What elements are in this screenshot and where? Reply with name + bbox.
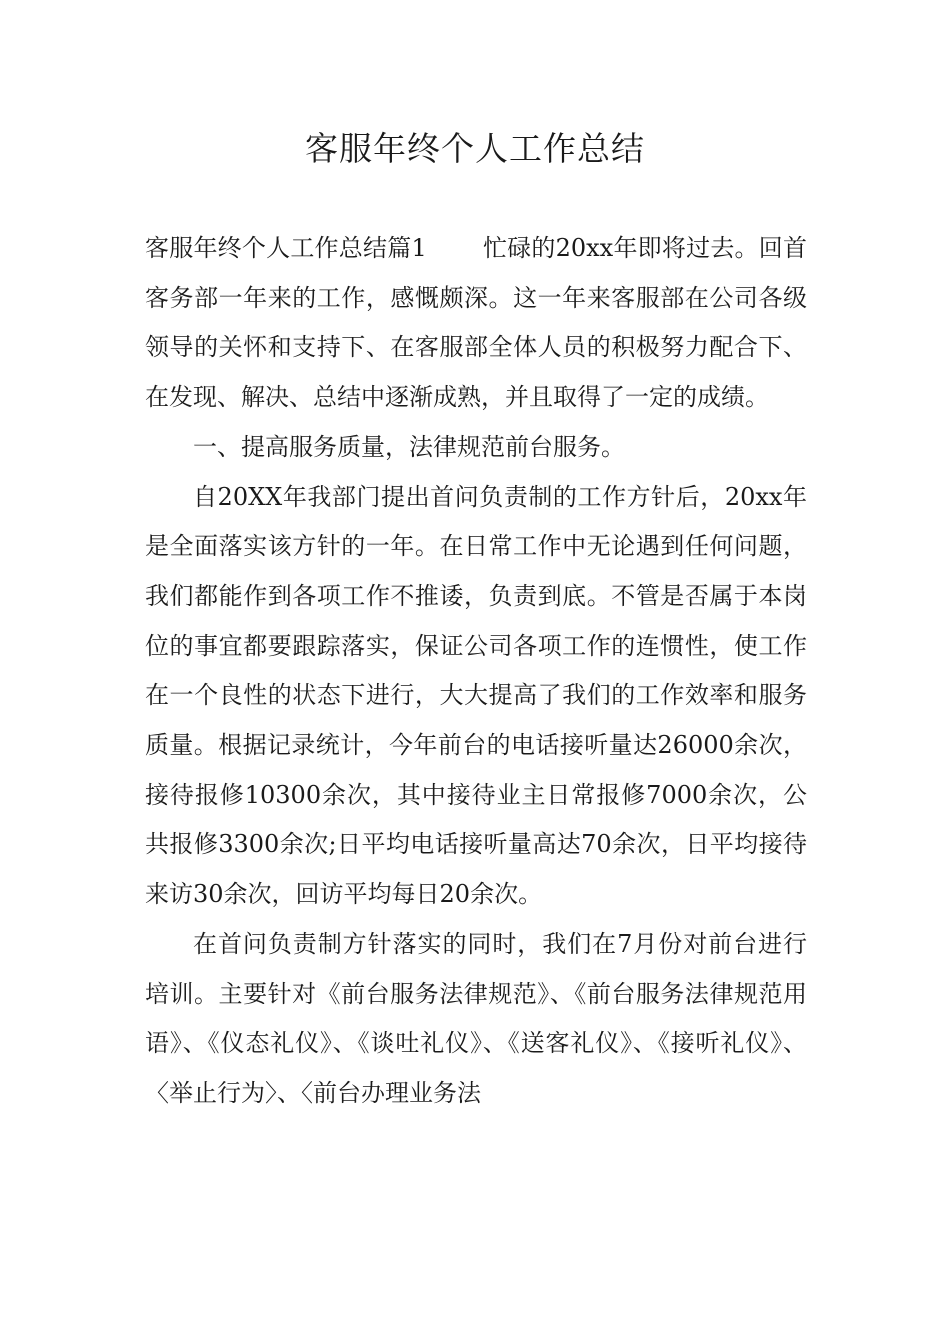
document-title: 客服年终个人工作总结: [305, 129, 645, 168]
intro-heading: 客服年终个人工作总结篇1: [145, 234, 427, 262]
paragraph-1: 自20XX年我部门提出首问负责制的工作方针后，20xx年是全面落实该方针的一年。在日常工作中无论遇到任何问题，我们都能作到各项工作不推诿，负责到底。不管是否属于本岗位的事宜都要跟踪落实，保证公司各项工作的连惯性，使工作在一个良性的状态下进行，大大提高了我们的工作效率和服务质量。根据记录统计，今年前台的电话接听量达26000余次，接待报修10300余次，其中接待业主日常报修7000余次，公共报修3300余次;日平均电话接听量高达70余次，日平均接待来访30余次，回访平均每日20余次。: [145, 482, 807, 909]
section-1-heading: 一、提高服务质量，法律规范前台服务。: [193, 432, 625, 461]
document-body: [145, 224, 807, 1119]
intro-text: 忙碌的20xx年即将过去。回首客务部一年来的工作，感慨颇深。这一年来客服部在公司各级领导的关怀和支持下、在客服部全体人员的积极努力配合下、在发现、解决、总结中逐渐成熟，并且取得了一定的成绩。: [145, 234, 807, 412]
intro-paragraph: [145, 224, 807, 423]
paragraph-2: 在首问负责制方针落实的同时，我们在7月份对前台进行培训。主要针对《前台服务法律规范》、《前台服务法律规范用语》、《仪态礼仪》、《谈吐礼仪》、《送客礼仪》、《接听礼仪》、〈举止行为〉、〈前台办理业务法: [145, 929, 807, 1107]
